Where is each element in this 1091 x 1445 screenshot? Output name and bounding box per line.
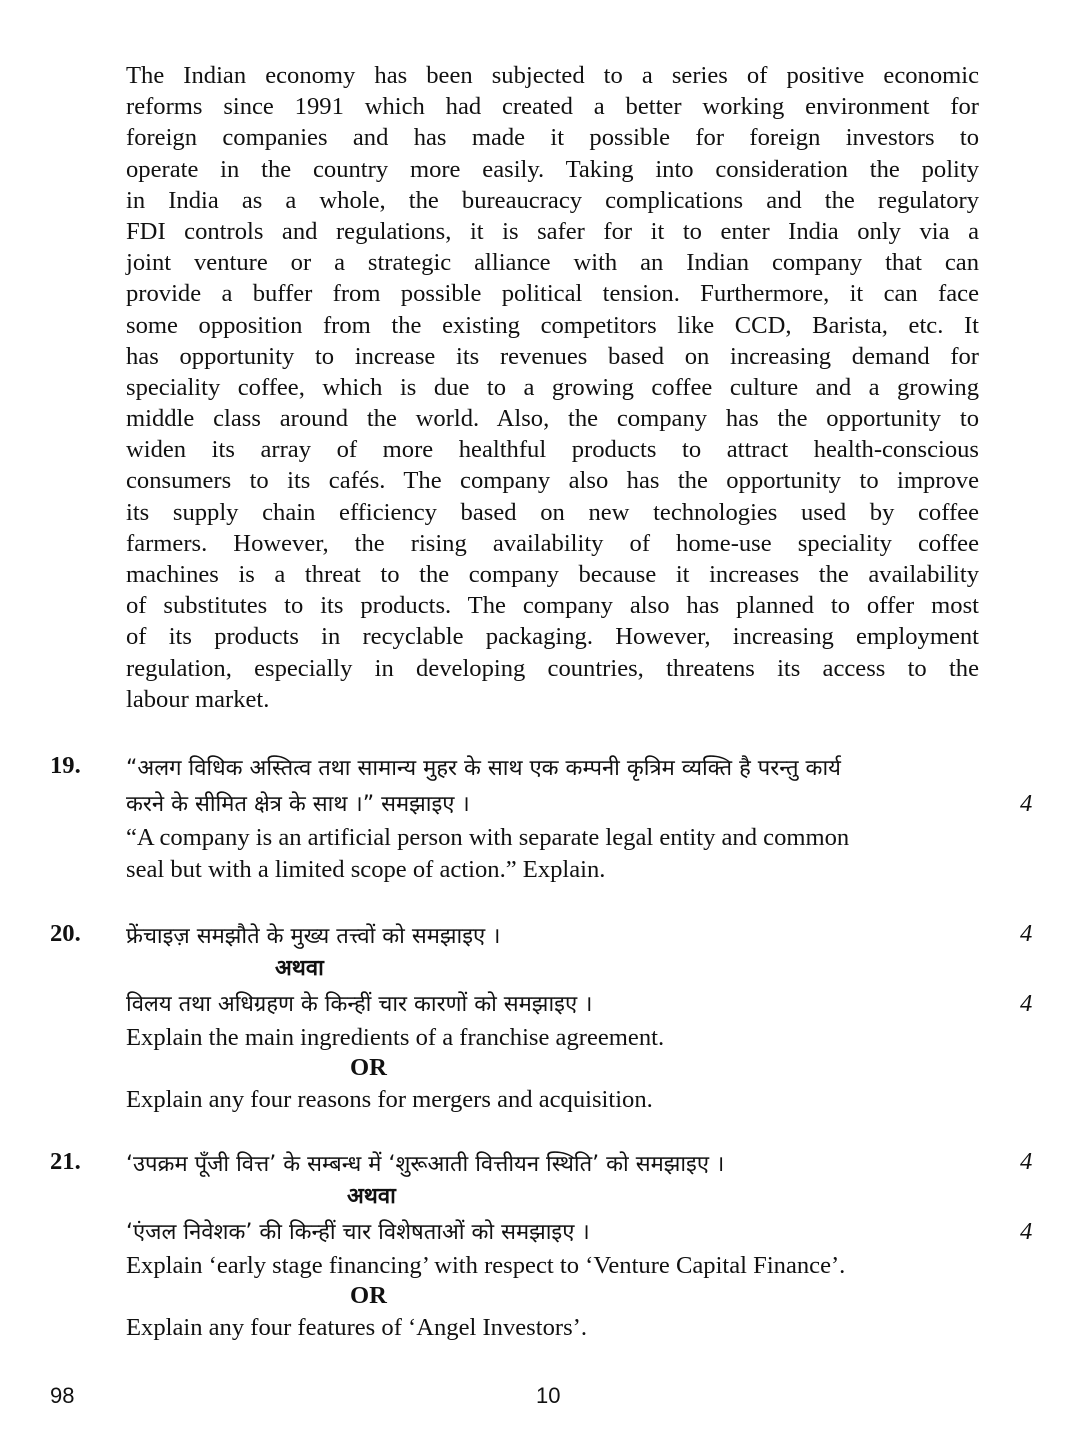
question-hindi-text: फ्रेंचाइज़ समझौते के मुख्य तत्त्वों को समझाइए । xyxy=(126,924,501,949)
paragraph-line: joint venture or a strategic alliance with an Indian company that can xyxy=(126,249,979,277)
paragraph-line: FDI controls and regulations, it is safer for it to enter India only via a xyxy=(126,217,979,245)
paragraph-line: provide a buffer from possible political tension. Furthermore, it can face xyxy=(126,280,979,308)
question-hindi-text: ‘उपक्रम पूँजी वित्त’ के सम्बन्ध में ‘शुरूआती वित्तीयन स्थिति’ को समझाइए । xyxy=(126,1152,725,1177)
marks: 4 xyxy=(1020,990,1033,1017)
paragraph-line: farmers. However, the rising availability of home-use speciality coffee xyxy=(126,529,979,557)
paper-code: 98 xyxy=(50,1383,75,1408)
question-hindi-text: “अलग विधिक अस्तित्व तथा सामान्य मुहर के साथ एक कम्पनी कृत्रिम व्यक्ति है परन्तु कार्य xyxy=(126,756,841,781)
marks: 4 xyxy=(1020,1148,1033,1175)
paragraph-line: some opposition from the existing competitors like CCD, Barista, etc. It xyxy=(126,311,979,339)
question-hindi-text: ‘एंजल निवेशक’ की किन्हीं चार विशेषताओं को समझाइए । xyxy=(126,1220,590,1245)
paragraph-line: speciality coffee, which is due to a growing coffee culture and a growing xyxy=(126,373,979,401)
question-english-text: Explain any four features of ‘Angel Investors’. xyxy=(126,1314,587,1341)
marks: 4 xyxy=(1020,920,1033,947)
paragraph-line: consumers to its cafés. The company also has the opportunity to improve xyxy=(126,467,979,495)
case-study-paragraph xyxy=(126,60,979,715)
question-number: 20. xyxy=(50,920,81,947)
or-separator-hindi: अथवा xyxy=(275,956,324,981)
paragraph-line: foreign companies and has made it possible for foreign investors to xyxy=(126,124,979,152)
question-number: 21. xyxy=(50,1148,81,1175)
page-number: 10 xyxy=(536,1383,561,1408)
paragraph-line: The Indian economy has been subjected to a series of positive economic xyxy=(126,62,979,89)
question-english-text: Explain ‘early stage financing’ with respect to ‘Venture Capital Finance’. xyxy=(126,1252,846,1279)
paragraph-line: has opportunity to increase its revenues based on increasing demand for xyxy=(126,342,979,370)
question-english-text: Explain any four reasons for mergers and acquisition. xyxy=(126,1086,653,1113)
paragraph-line: labour market. xyxy=(126,685,270,713)
or-separator: OR xyxy=(350,1282,387,1309)
marks: 4 xyxy=(1020,1218,1033,1245)
paragraph-line: regulation, especially in developing countries, threatens its access to the xyxy=(126,654,979,682)
question-number: 19. xyxy=(50,752,81,779)
paragraph-line: in India as a whole, the bureaucracy complications and the regulatory xyxy=(126,186,979,214)
paragraph-line: machines is a threat to the company because it increases the availability xyxy=(126,561,979,588)
or-separator: OR xyxy=(350,1054,387,1081)
question-english-text: Explain the main ingredients of a franchise agreement. xyxy=(126,1024,665,1051)
paragraph-line: of its products in recyclable packaging. However, increasing employment xyxy=(126,623,979,651)
question-english-text: seal but with a limited scope of action.” Explain. xyxy=(126,856,606,883)
paragraph-line: its supply chain efficiency based on new technologies used by coffee xyxy=(126,498,979,526)
paragraph-line: reforms since 1991 which had created a better working environment for xyxy=(126,93,979,121)
paragraph-line: operate in the country more easily. Taking into consideration the polity xyxy=(126,155,979,183)
marks: 4 xyxy=(1020,790,1033,817)
question-hindi-text: करने के सीमित क्षेत्र के साथ ।” समझाइए । xyxy=(126,792,470,817)
paragraph-line: middle class around the world. Also, the company has the opportunity to xyxy=(126,405,979,433)
question-hindi-text: विलय तथा अधिग्रहण के किन्हीं चार कारणों को समझाइए । xyxy=(126,992,593,1017)
question-english-text: “A company is an artificial person with separate legal entity and common xyxy=(126,824,850,851)
or-separator-hindi: अथवा xyxy=(347,1184,396,1209)
paragraph-line: of substitutes to its products. The company also has planned to offer most xyxy=(126,592,979,620)
paragraph-line: widen its array of more healthful products to attract health-conscious xyxy=(126,436,979,464)
